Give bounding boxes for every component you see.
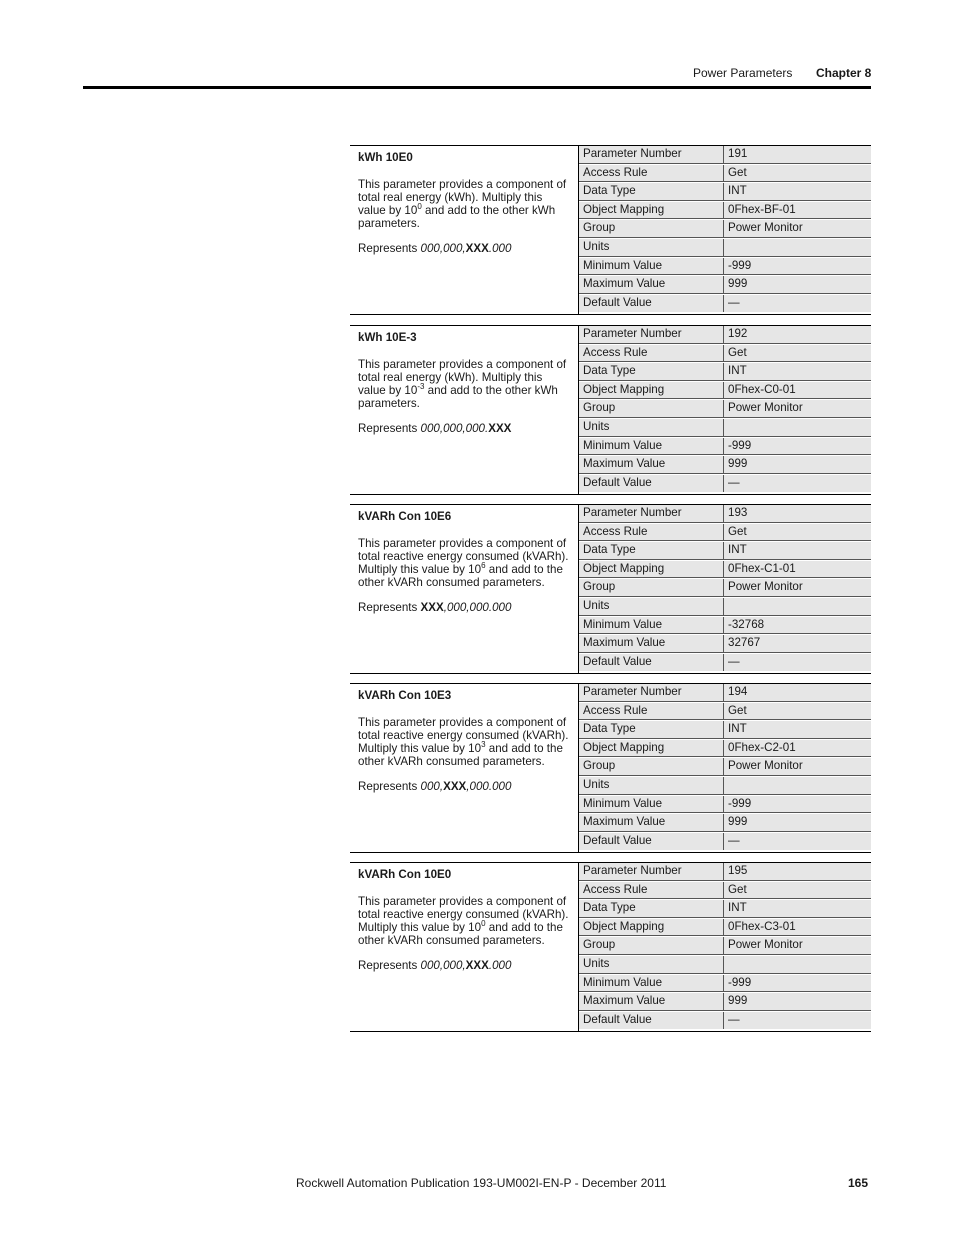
row-object-mapping [579, 202, 871, 221]
key: Data Type [579, 721, 724, 739]
attribute-table [579, 505, 871, 672]
key: Access Rule [579, 703, 724, 721]
desc-post: and add to the other kVARh consumed parameters. [358, 563, 563, 589]
value [724, 598, 871, 616]
desc-pre: This parameter provides a component of total reactive energy consumed (kVARh). Multiply this value by 10 [358, 895, 569, 934]
key: Group [579, 400, 724, 418]
key: Object Mapping [579, 382, 724, 400]
exponent: 3 [481, 740, 486, 750]
value: 999 [724, 456, 871, 474]
row-units [579, 419, 871, 438]
represents-bold: XXX [443, 780, 467, 793]
desc-pre: This parameter provides a component of total real energy (kWh). Multiply this value by 10 [358, 178, 567, 217]
value: — [728, 295, 740, 309]
row-access-rule [579, 524, 871, 543]
value: 32767 [724, 635, 871, 653]
row-parameter-number [579, 505, 871, 524]
value: 192 [724, 326, 871, 344]
desc-post: and add to the other kWh parameters. [358, 384, 558, 410]
parameter-description [350, 684, 579, 852]
value: Power Monitor [724, 579, 871, 597]
value: — [728, 475, 740, 489]
row-maximum-value [579, 276, 871, 295]
represents-a: 000,000, [420, 959, 466, 972]
parameter-name: kWh 10E0 [358, 151, 413, 164]
key: Units [579, 419, 724, 437]
key: Access Rule [579, 882, 724, 900]
parameter-name: kVARh Con 10E0 [358, 868, 452, 881]
row-maximum-value [579, 814, 871, 833]
value: Power Monitor [724, 400, 871, 418]
exponent: 0 [417, 202, 422, 212]
value: -999 [724, 258, 871, 276]
value: INT [724, 363, 871, 381]
row-object-mapping [579, 740, 871, 759]
parameter-block [350, 862, 871, 1032]
represents-bold: XXX [488, 422, 512, 435]
key: Parameter Number [579, 326, 724, 344]
row-group [579, 579, 871, 598]
key: Object Mapping [579, 202, 724, 220]
value: Power Monitor [724, 758, 871, 776]
header-rule [83, 86, 871, 89]
key: Group [579, 758, 724, 776]
key: Default Value [579, 833, 724, 851]
row-units [579, 777, 871, 796]
row-access-rule [579, 882, 871, 901]
represents-c: .000 [488, 242, 512, 255]
represents-bold: XXX [465, 959, 489, 972]
key: Data Type [579, 542, 724, 560]
attribute-table [579, 326, 871, 493]
key: Data Type [579, 900, 724, 918]
desc-pre: This parameter provides a component of total reactive energy consumed (kVARh). Multiply this value by 10 [358, 537, 569, 576]
parameter-description-text [358, 895, 570, 947]
key: Default Value [579, 1012, 724, 1030]
key: Units [579, 956, 724, 974]
key: Units [579, 239, 724, 257]
value: Get [724, 165, 871, 183]
row-minimum-value [579, 796, 871, 815]
represents-line [358, 959, 570, 972]
value: 999 [724, 276, 871, 294]
row-maximum-value [579, 456, 871, 475]
attribute-table [579, 146, 871, 313]
parameter-description [350, 863, 579, 1031]
key: Parameter Number [579, 146, 724, 164]
row-group [579, 937, 871, 956]
represents-line [358, 242, 570, 255]
key: Maximum Value [579, 456, 724, 474]
represents-label: Represents [358, 601, 421, 614]
parameter-description [350, 505, 579, 673]
desc-pre: This parameter provides a component of total real energy (kWh). Multiply this value by 10 [358, 358, 567, 397]
value: 0Fhex-BF-01 [724, 202, 871, 220]
desc-pre: This parameter provides a component of total reactive energy consumed (kVARh). Multiply this value by 10 [358, 716, 569, 755]
key: Parameter Number [579, 684, 724, 702]
exponent: 0 [481, 919, 486, 929]
parameter-block [350, 145, 871, 315]
value: Get [724, 882, 871, 900]
parameter-description [350, 326, 579, 494]
value: 195 [724, 863, 871, 881]
exponent: -3 [417, 382, 425, 392]
represents-bold: XXX [420, 601, 444, 614]
parameter-name: kVARh Con 10E6 [358, 510, 452, 523]
parameter-name: kWh 10E-3 [358, 331, 417, 344]
row-access-rule [579, 165, 871, 184]
represents-line [358, 422, 570, 435]
value: -999 [724, 438, 871, 456]
row-parameter-number [579, 326, 871, 345]
value: Get [724, 345, 871, 363]
represents-c: ,000,000.000 [443, 601, 512, 614]
row-group [579, 758, 871, 777]
represents-label: Represents [358, 959, 421, 972]
value: 999 [724, 814, 871, 832]
row-units [579, 598, 871, 617]
key: Units [579, 777, 724, 795]
value: 999 [724, 993, 871, 1011]
row-minimum-value [579, 258, 871, 277]
represents-line [358, 601, 570, 614]
footer-publication: Rockwell Automation Publication 193-UM002I-EN-P - December 2011 [296, 1176, 667, 1190]
key: Maximum Value [579, 276, 724, 294]
value: INT [724, 721, 871, 739]
value [724, 956, 871, 974]
key: Default Value [579, 295, 724, 313]
value [724, 239, 871, 257]
row-access-rule [579, 703, 871, 722]
row-data-type [579, 183, 871, 202]
represents-c: .000 [488, 959, 512, 972]
row-object-mapping [579, 382, 871, 401]
header-chapter: Chapter 8 [816, 66, 872, 80]
header-section-title: Power Parameters [693, 66, 793, 80]
value: INT [724, 542, 871, 560]
value: -32768 [724, 617, 871, 635]
represents-label: Represents [358, 422, 421, 435]
key: Object Mapping [579, 919, 724, 937]
value: 193 [724, 505, 871, 523]
key: Maximum Value [579, 635, 724, 653]
key: Units [579, 598, 724, 616]
value: Get [724, 524, 871, 542]
row-maximum-value [579, 993, 871, 1012]
attribute-table [579, 863, 871, 1030]
value: — [728, 654, 740, 668]
value: 0Fhex-C0-01 [724, 382, 871, 400]
represents-c: ,000.000 [466, 780, 512, 793]
parameter-description [350, 146, 579, 314]
value: Power Monitor [724, 937, 871, 955]
row-parameter-number [579, 684, 871, 703]
value: — [728, 833, 740, 847]
key: Parameter Number [579, 505, 724, 523]
page-number: 165 [848, 1176, 869, 1190]
value: Power Monitor [724, 220, 871, 238]
represents-a: 000,000,000. [420, 422, 489, 435]
row-data-type [579, 363, 871, 382]
parameter-description-text [358, 178, 570, 230]
row-minimum-value [579, 617, 871, 636]
desc-post: and add to the other kWh parameters. [358, 204, 556, 230]
key: Group [579, 579, 724, 597]
key: Data Type [579, 363, 724, 381]
value: -999 [724, 975, 871, 993]
row-default-value [579, 295, 871, 314]
row-maximum-value [579, 635, 871, 654]
key: Minimum Value [579, 617, 724, 635]
row-minimum-value [579, 438, 871, 457]
attribute-table [579, 684, 871, 851]
parameter-description-text [358, 358, 570, 410]
value [724, 419, 871, 437]
row-parameter-number [579, 146, 871, 165]
value: INT [724, 900, 871, 918]
row-group [579, 400, 871, 419]
row-access-rule [579, 345, 871, 364]
key: Minimum Value [579, 975, 724, 993]
key: Minimum Value [579, 438, 724, 456]
row-object-mapping [579, 561, 871, 580]
parameter-block [350, 325, 871, 495]
key: Access Rule [579, 524, 724, 542]
row-default-value [579, 833, 871, 852]
represents-a: 000, [420, 780, 444, 793]
value [724, 777, 871, 795]
row-parameter-number [579, 863, 871, 882]
value: 0Fhex-C3-01 [724, 919, 871, 937]
key: Group [579, 937, 724, 955]
key: Default Value [579, 475, 724, 493]
represents-label: Represents [358, 242, 421, 255]
value: Get [724, 703, 871, 721]
key: Maximum Value [579, 814, 724, 832]
parameter-block [350, 683, 871, 853]
key: Minimum Value [579, 258, 724, 276]
row-default-value [579, 1012, 871, 1031]
represents-line [358, 780, 570, 793]
row-data-type [579, 542, 871, 561]
exponent: 6 [481, 561, 486, 571]
row-minimum-value [579, 975, 871, 994]
key: Access Rule [579, 345, 724, 363]
key: Default Value [579, 654, 724, 672]
row-default-value [579, 654, 871, 673]
key: Parameter Number [579, 863, 724, 881]
key: Group [579, 220, 724, 238]
value: 0Fhex-C2-01 [724, 740, 871, 758]
parameter-name: kVARh Con 10E3 [358, 689, 452, 702]
row-default-value [579, 475, 871, 494]
desc-post: and add to the other kVARh consumed parameters. [358, 742, 563, 768]
key: Maximum Value [579, 993, 724, 1011]
value: 191 [724, 146, 871, 164]
parameter-description-text [358, 716, 570, 768]
row-data-type [579, 900, 871, 919]
key: Object Mapping [579, 561, 724, 579]
value: -999 [724, 796, 871, 814]
represents-a: 000,000, [420, 242, 466, 255]
parameter-description-text [358, 537, 570, 589]
row-data-type [579, 721, 871, 740]
row-object-mapping [579, 919, 871, 938]
represents-bold: XXX [465, 242, 489, 255]
value: INT [724, 183, 871, 201]
value: 194 [724, 684, 871, 702]
key: Minimum Value [579, 796, 724, 814]
desc-post: and add to the other kVARh consumed parameters. [358, 921, 563, 947]
row-group [579, 220, 871, 239]
row-units [579, 956, 871, 975]
value: — [728, 1012, 740, 1026]
represents-label: Represents [358, 780, 421, 793]
key: Access Rule [579, 165, 724, 183]
value: 0Fhex-C1-01 [724, 561, 871, 579]
key: Object Mapping [579, 740, 724, 758]
parameter-block [350, 504, 871, 674]
row-units [579, 239, 871, 258]
key: Data Type [579, 183, 724, 201]
